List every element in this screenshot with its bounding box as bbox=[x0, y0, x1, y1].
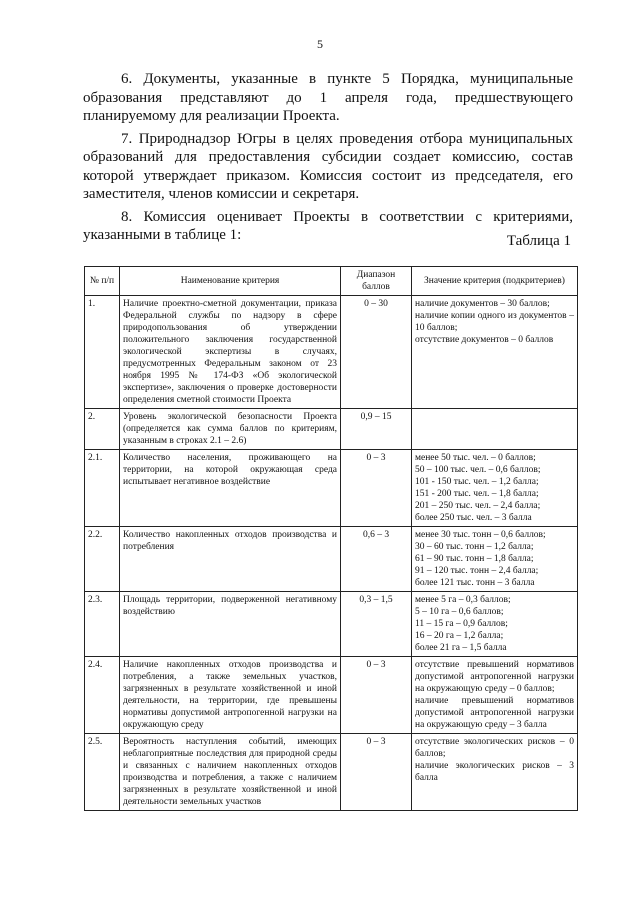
subcriterion-value: 50 – 100 тыс. чел. – 0,6 баллов; bbox=[415, 465, 541, 475]
criterion-name: Количество накопленных отходов производства и потребления bbox=[120, 527, 341, 592]
criterion-values bbox=[412, 409, 578, 450]
criterion-name: Наличие проектно-сметной документации, приказа Федеральной службы по надзору в сфере природопользования об утверждении положительного заключения государственной экологической экспертизы в случаях, предусмотренных Федеральным законом от 23 ноября 1995 № 174-ФЗ «Об экологической экспертизе», заключения о проверке достоверности определения сметной стоимости Проекта bbox=[120, 296, 341, 409]
subcriterion-value: 91 – 120 тыс. тонн – 2,4 балла; bbox=[415, 566, 539, 576]
subcriterion-value: более 250 тыс. чел. – 3 балла bbox=[415, 513, 532, 523]
subcriterion-value: менее 30 тыс. тонн – 0,6 баллов; bbox=[415, 530, 546, 540]
document-body bbox=[83, 70, 573, 249]
criterion-name: Уровень экологической безопасности Проекта (определяется как сумма баллов по критериям, указанным в строках 2.1 – 2.6) bbox=[120, 409, 341, 450]
table-row bbox=[85, 527, 578, 592]
subcriterion-value: 61 – 90 тыс. тонн – 1,8 балла; bbox=[415, 554, 534, 564]
row-number: 2.4. bbox=[85, 657, 120, 734]
subcriterion-value: 5 – 10 га – 0,6 баллов; bbox=[415, 607, 504, 617]
table-row bbox=[85, 296, 578, 409]
row-number: 1. bbox=[85, 296, 120, 409]
subcriterion-value: отсутствие превышений нормативов допустимой антропогенной нагрузки на окружающую среду – 0 баллов; bbox=[415, 660, 574, 694]
row-number: 2.2. bbox=[85, 527, 120, 592]
score-range: 0 – 30 bbox=[341, 296, 412, 409]
score-range: 0,6 – 3 bbox=[341, 527, 412, 592]
row-number: 2.5. bbox=[85, 734, 120, 811]
paragraph-6: 6. Документы, указанные в пункте 5 Порядка, муниципальные образования представляют до 1 апреля года, предшествующего планируемому для реализации Проекта. bbox=[83, 71, 573, 124]
score-range: 0,3 – 1,5 bbox=[341, 592, 412, 657]
criterion-name: Вероятность наступления событий, имеющих неблагоприятные последствия для природной среды и связанных с наличием накопленных отходов производства и потребления, а также с наличием загрязненных в результате хозяйственной и иной деятельности земельных участков bbox=[120, 734, 341, 811]
score-range: 0 – 3 bbox=[341, 734, 412, 811]
criterion-values bbox=[412, 657, 578, 734]
row-number: 2.3. bbox=[85, 592, 120, 657]
score-range: 0,9 – 15 bbox=[341, 409, 412, 450]
subcriterion-value: 201 – 250 тыс. чел. – 2,4 балла; bbox=[415, 501, 541, 511]
score-range: 0 – 3 bbox=[341, 450, 412, 527]
subcriterion-value: 30 – 60 тыс. тонн – 1,2 балла; bbox=[415, 542, 534, 552]
subcriterion-value: 151 - 200 тыс. чел. – 1,8 балла; bbox=[415, 489, 539, 499]
table-row bbox=[85, 450, 578, 527]
subcriterion-value: наличие документов – 30 баллов; bbox=[415, 299, 550, 309]
subcriterion-value: менее 50 тыс. чел. – 0 баллов; bbox=[415, 453, 536, 463]
subcriterion-value: отсутствие документов – 0 баллов bbox=[415, 335, 554, 345]
table-row bbox=[85, 734, 578, 811]
subcriterion-value: 16 – 20 га – 1,2 балла; bbox=[415, 631, 504, 641]
criterion-name: Наличие накопленных отходов производства и потребления, а также земельных участков, загрязненных в результате хозяйственной и иной деятельности, на территории, где превышены нормативы допустимой антропогенной нагрузки на окружающую среду bbox=[120, 657, 341, 734]
subcriterion-value: более 121 тыс. тонн – 3 балла bbox=[415, 578, 535, 588]
header-score-range: Диапазон баллов bbox=[341, 267, 412, 296]
header-criterion-value: Значение критерия (подкритериев) bbox=[412, 267, 578, 296]
table-row bbox=[85, 657, 578, 734]
subcriterion-value: более 21 га – 1,5 балла bbox=[415, 643, 507, 653]
table-header-row bbox=[85, 267, 578, 296]
row-number: 2.1. bbox=[85, 450, 120, 527]
paragraph-7: 7. Природнадзор Югры в целях проведения отбора муниципальных образований для предоставления субсидии создает комиссию, состав которой утверждает приказом. Комиссия состоит из председателя, его заместителя, членов комиссии и секретаря. bbox=[83, 130, 573, 202]
subcriterion-value: отсутствие экологических рисков – 0 баллов; bbox=[415, 737, 574, 759]
subcriterion-value: наличие экологических рисков – 3 балла bbox=[415, 761, 574, 783]
subcriterion-value: наличие превышений нормативов допустимой антропогенной нагрузки на окружающую среду – 3 балла bbox=[415, 696, 574, 730]
table-row bbox=[85, 409, 578, 450]
table-caption: Таблица 1 bbox=[506, 233, 571, 249]
criterion-values bbox=[412, 734, 578, 811]
criteria-table bbox=[84, 266, 578, 811]
page-number: 5 bbox=[317, 37, 323, 51]
subcriterion-value: наличие копии одного из документов – 10 баллов; bbox=[415, 311, 574, 333]
criterion-name: Количество населения, проживающего на территории, на которой окружающая среда испытывает негативное воздействие bbox=[120, 450, 341, 527]
table-row bbox=[85, 592, 578, 657]
subcriterion-value: 101 - 150 тыс. чел. – 1,2 балла; bbox=[415, 477, 539, 487]
subcriterion-value: 11 – 15 га – 0,9 баллов; bbox=[415, 619, 508, 629]
criterion-name: Площадь территории, подверженной негативному воздействию bbox=[120, 592, 341, 657]
criterion-values bbox=[412, 450, 578, 527]
paragraph-8: 8. Комиссия оценивает Проекты в соответствии с критериями, указанными в таблице 1: bbox=[83, 208, 573, 243]
criterion-values bbox=[412, 592, 578, 657]
row-number: 2. bbox=[85, 409, 120, 450]
criterion-values bbox=[412, 527, 578, 592]
header-criterion-name: Наименование критерия bbox=[120, 267, 341, 296]
score-range: 0 – 3 bbox=[341, 657, 412, 734]
header-number: № п/п bbox=[85, 267, 120, 296]
subcriterion-value: менее 5 га – 0,3 баллов; bbox=[415, 595, 511, 605]
criterion-values bbox=[412, 296, 578, 409]
